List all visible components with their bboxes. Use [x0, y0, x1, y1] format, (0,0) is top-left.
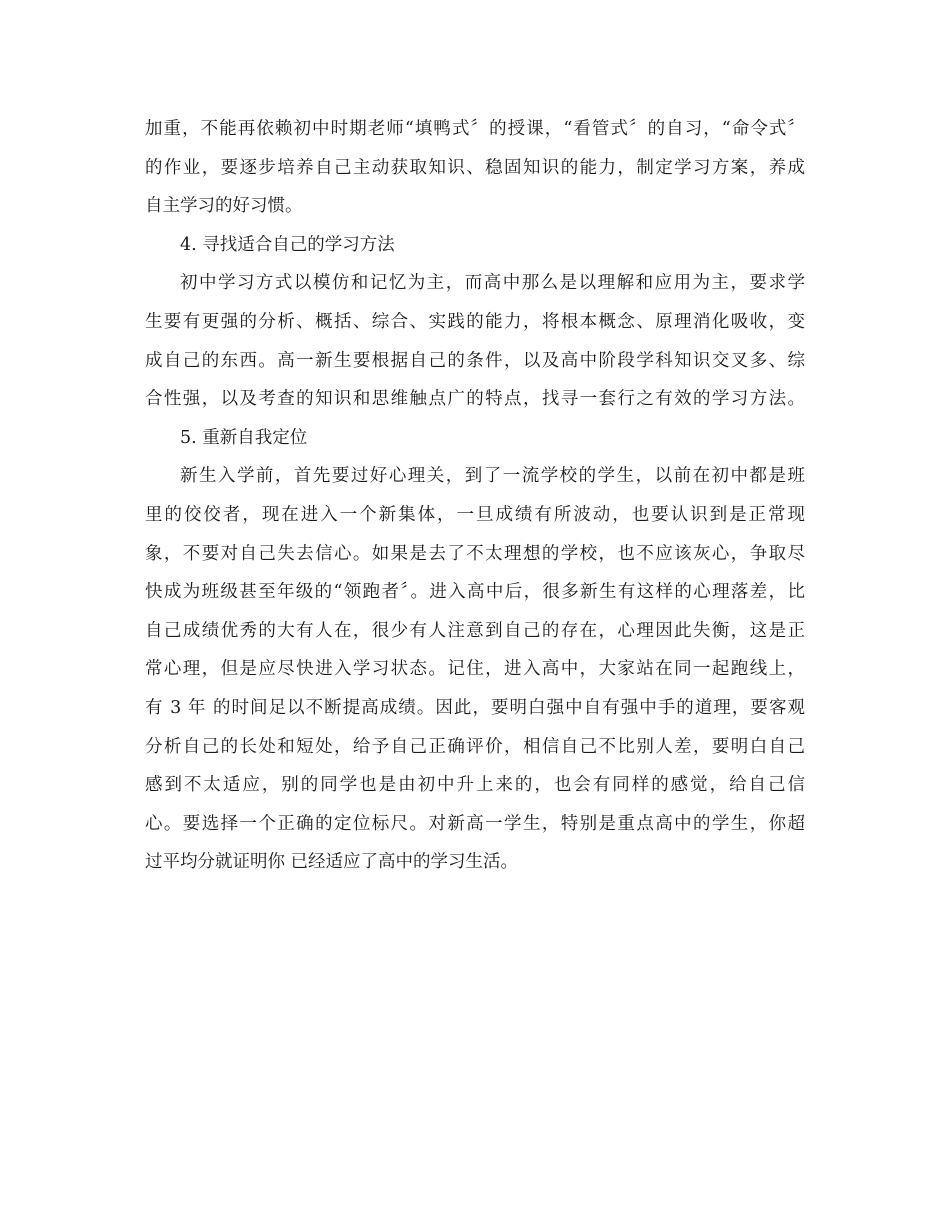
paragraph-line: 常心理，但是应尽快进入学习状态。记住，进入高中，大家站在同一起跑线上，	[145, 659, 805, 680]
paragraph-line: 有 3 年 的时间足以不断提高成绩。因此，要明白强中自有强中手的道理，要客观	[145, 697, 805, 718]
paragraph-line: 的作业，要逐步培养自己主动获取知识、稳固知识的能力，制定学习方案，养成	[145, 157, 805, 178]
document-body	[145, 110, 805, 882]
section-heading: 4. 寻找适合自己的学习方法	[180, 234, 395, 255]
paragraph-line: 快成为班级甚至年级的“领跑者〞。进入高中后，很多新生有这样的心理落差，比	[145, 582, 805, 603]
paragraph-line: 过平均分就证明你 已经适应了高中的学习生活。	[145, 852, 519, 873]
paragraph-line: 自主学习的好习惯。	[145, 196, 303, 217]
paragraph-line: 合性强，以及考查的知识和思维触点广的特点，找寻一套行之有效的学习方法。	[145, 389, 805, 410]
paragraph-line: 初中学习方式以模仿和记忆为主，而高中那么是以理解和应用为主，要求学	[180, 273, 805, 294]
paragraph-line: 成自己的东西。高一新生要根据自己的条件，以及高中阶段学科知识交叉多、综	[145, 350, 805, 371]
paragraph-line: 分析自己的长处和短处，给予自己正确评价，相信自己不比别人差，要明白自己	[145, 736, 805, 757]
paragraph-line: 感到不太适应，别的同学也是由初中升上来的，也会有同样的感觉，给自己信	[145, 775, 805, 796]
paragraph-line: 加重，不能再依赖初中时期老师“填鸭式〞的授课，“看管式〞的自习，“命令式〞	[145, 119, 805, 139]
paragraph-line: 象，不要对自己失去信心。如果是去了不太理想的学校，也不应该灰心，争取尽	[145, 543, 805, 564]
section-heading: 5. 重新自我定位	[180, 427, 308, 448]
paragraph-line: 里的佼佼者，现在进入一个新集体，一旦成绩有所波动，也要认识到是正常现	[145, 504, 805, 525]
paragraph-line: 生要有更强的分析、概括、综合、实践的能力，将根本概念、原理消化吸收，变	[145, 311, 805, 332]
paragraph-line: 自己成绩优秀的大有人在，很少有人注意到自己的存在，心理因此失衡，这是正	[145, 620, 805, 641]
paragraph-line: 新生入学前，首先要过好心理关，到了一流学校的学生，以前在初中都是班	[180, 466, 805, 487]
paragraph-line: 心。要选择一个正确的定位标尺。对新高一学生，特别是重点高中的学生，你超	[145, 813, 805, 834]
